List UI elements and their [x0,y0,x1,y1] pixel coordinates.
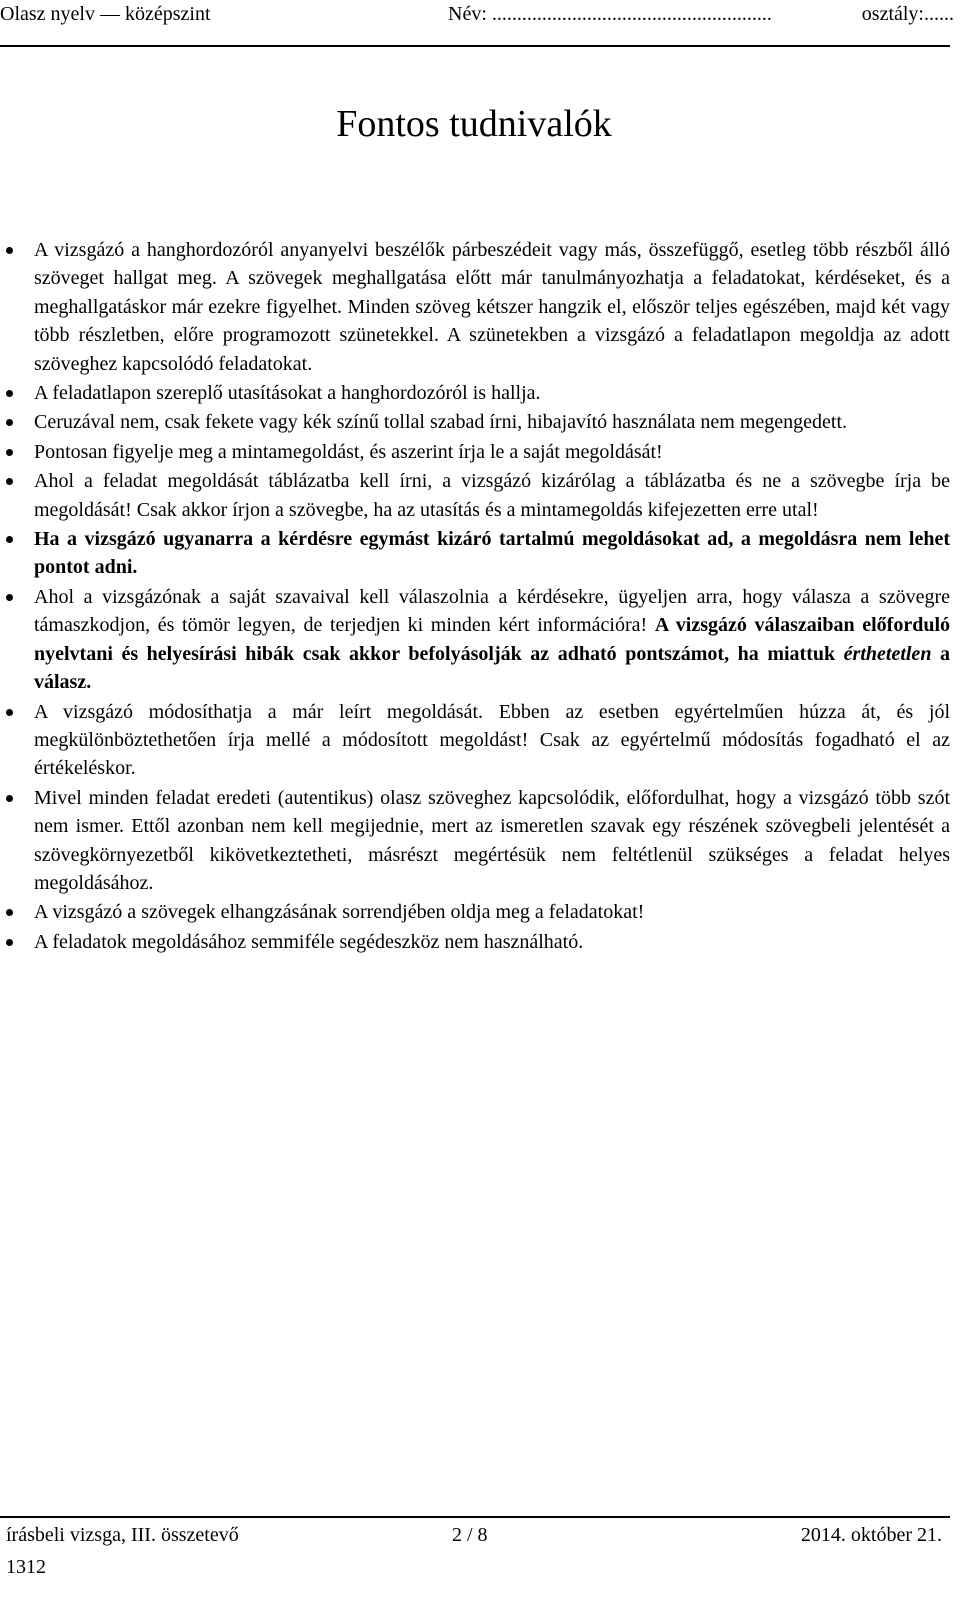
header-subject: Olasz nyelv — középszint [0,3,211,25]
list-item-text: Pontosan figyelje meg a mintamegoldást, és aszerint írja le a saját megoldását! [34,440,663,463]
bullet-icon [6,594,13,601]
list-item-text: A vizsgázó módosíthatja a már leírt megoldását. Ebben az esetben egyértelműen húzza át, és jól megkülönböztethetően írja mellé a módosított megoldást! Csak az egyértelmű módosítás fogadható el az értékeléskor. [34,700,950,780]
list-item [0,408,950,436]
list-item [0,379,950,407]
list-item-text: A feladatlapon szereplő utasításokat a hanghordozóról is hallja. [34,382,541,405]
bullet-icon [6,419,13,426]
bullet-icon [6,390,13,397]
list-item-text: Ceruzával nem, csak fekete vagy kék színű tollal szabad írni, hibajavító használata nem megengedett. [34,411,848,434]
bullet-icon [6,909,13,916]
list-item [0,928,950,956]
bullet-icon [6,478,13,485]
bullet-icon [6,536,13,543]
bullet-icon [6,247,13,254]
instructions-list [0,236,950,957]
footer-exam-part: írásbeli vizsga, III. összetevő [6,1524,239,1546]
list-item [0,698,950,783]
bullet-icon [6,939,13,946]
header-name-field: Név: ........................................................ [448,3,772,25]
list-item-text: A vizsgázó a hanghordozóról anyanyelvi beszélők párbeszédeit vagy más, összefüggő, esetleg több részből álló szöveget hallgat meg. A szövegek meghallgatása előtt már tanulmányozhatja a feladatokat, kérdéseket, és a meghallgatáskor már ezekre figyelhet. Minden szöveg kétszer hangzik el, először teljes egészében, majd két vagy több részletben, előre programozott szünetekkel. A szünetekben a vizsgázó a feladatlapon megoldja az adott szöveghez kapcsolódó feladatokat. [34,239,950,375]
bullet-icon [6,795,13,802]
list-item-bold-text: a válasz. [34,642,950,694]
list-item-text: A feladatok megoldásához semmiféle segédeszköz nem használható. [34,930,584,953]
list-item [0,525,950,582]
footer-page-number: 2 / 8 [452,1524,488,1546]
list-item-bold-text: A vizsgázó válaszaiban előforduló nyelvtani és helyesírási hibák csak akkor befolyásolják az adható pontszámot, ha miattuk [34,614,951,665]
list-item [0,898,950,926]
list-item [0,236,950,378]
header-class-field: osztály:...... [861,3,954,25]
list-item-text: Ahol a feladat megoldását táblázatba kell írni, a vizsgázó kizárólag a táblázatba és ne a szövegbe írja be megoldását! Csak akkor írjon a szövegbe, ha az utasítás és a mintamegoldás kifejezetten erre utal! [34,470,950,521]
footer-divider [0,1516,950,1518]
list-item [0,467,950,524]
bullet-icon [6,709,13,716]
page-header [0,0,960,40]
list-item-text: Ahol a vizsgázónak a saját szavaival kell válaszolnia a kérdésekre, ügyeljen arra, hogy válasza a szövegre támaszkodjon, és tömör legyen, de terjedjen ki minden kért információra! [34,585,950,637]
footer-date: 2014. október 21. [800,1524,942,1546]
list-item-bold-italic-text: érthetetlen [843,642,932,665]
header-divider [0,45,950,47]
footer-exam-code: 1312 [6,1556,46,1578]
list-item-text: A vizsgázó a szövegek elhangzásának sorrendjében oldja meg a feladatokat! [34,901,645,924]
bullet-icon [6,449,13,456]
list-item [0,784,950,898]
list-item [0,438,950,466]
list-item-bold-text: Ha a vizsgázó ugyanarra a kérdésre egymást kizáró tartalmú megoldásokat ad, a megoldásra nem lehet pontot adni. [34,528,950,579]
list-item [0,583,950,697]
list-item-text: Mivel minden feladat eredeti (autentikus) olasz szöveghez kapcsolódik, előfordulhat, hogy a vizsgázó több szót nem ismer. Ettől azonban nem kell megijednie, mert az ismeretlen szavak egy részének szövegbeli jelentését a szövegkörnyezetből kikövetkeztetheti, másrészt megértésük nem feltétlenül szükséges a feladat helyes megoldásához. [34,786,950,894]
page-title: Fontos tudnivalók [336,103,612,145]
